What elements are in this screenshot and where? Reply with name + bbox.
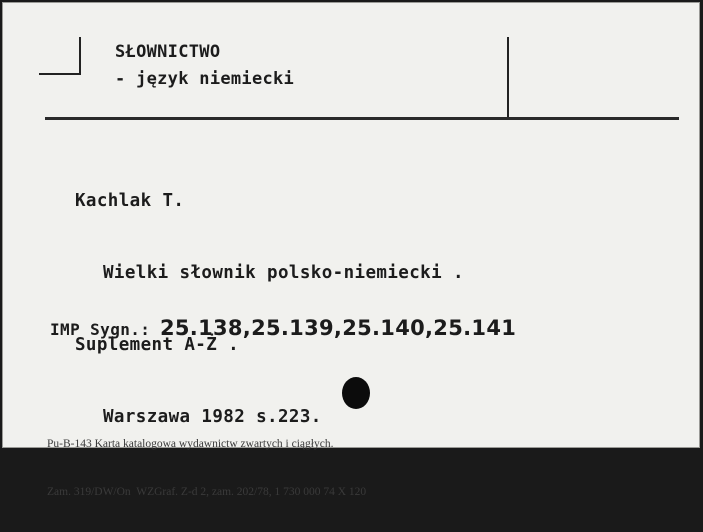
card-footer [47, 404, 366, 532]
entry-title: Wielki słownik polsko-niemiecki . [103, 263, 464, 283]
footer-line1: Pu-B-143 Karta katalogowa wydawnictw zwartych i ciągłych. [47, 438, 334, 450]
corner-tick-vertical [79, 37, 81, 75]
entry-imprint: Warszawa 1982 s.223. [103, 407, 322, 427]
call-number [50, 316, 516, 340]
subject-heading [115, 39, 294, 93]
subject-heading-line2: - język niemiecki [115, 69, 295, 89]
catalog-card [2, 2, 700, 498]
call-number-label: IMP Sygn.: [50, 320, 151, 339]
corner-tick-horizontal [39, 73, 81, 75]
entry-supplement: Suplement A-Ż . [75, 335, 240, 355]
entry-author: Kachlak T. [75, 191, 185, 211]
horizontal-rule [45, 117, 679, 120]
subject-heading-line1: SŁOWNICTWO [115, 42, 221, 62]
header-divider [507, 37, 509, 117]
call-number-value: 25.138,25.139,25.140,25.141 [159, 316, 517, 340]
footer-line2: Zam. 319/DW/On WZGraf. Z-d 2, zam. 202/78, 1 730 000 74 X 120 [47, 486, 367, 498]
